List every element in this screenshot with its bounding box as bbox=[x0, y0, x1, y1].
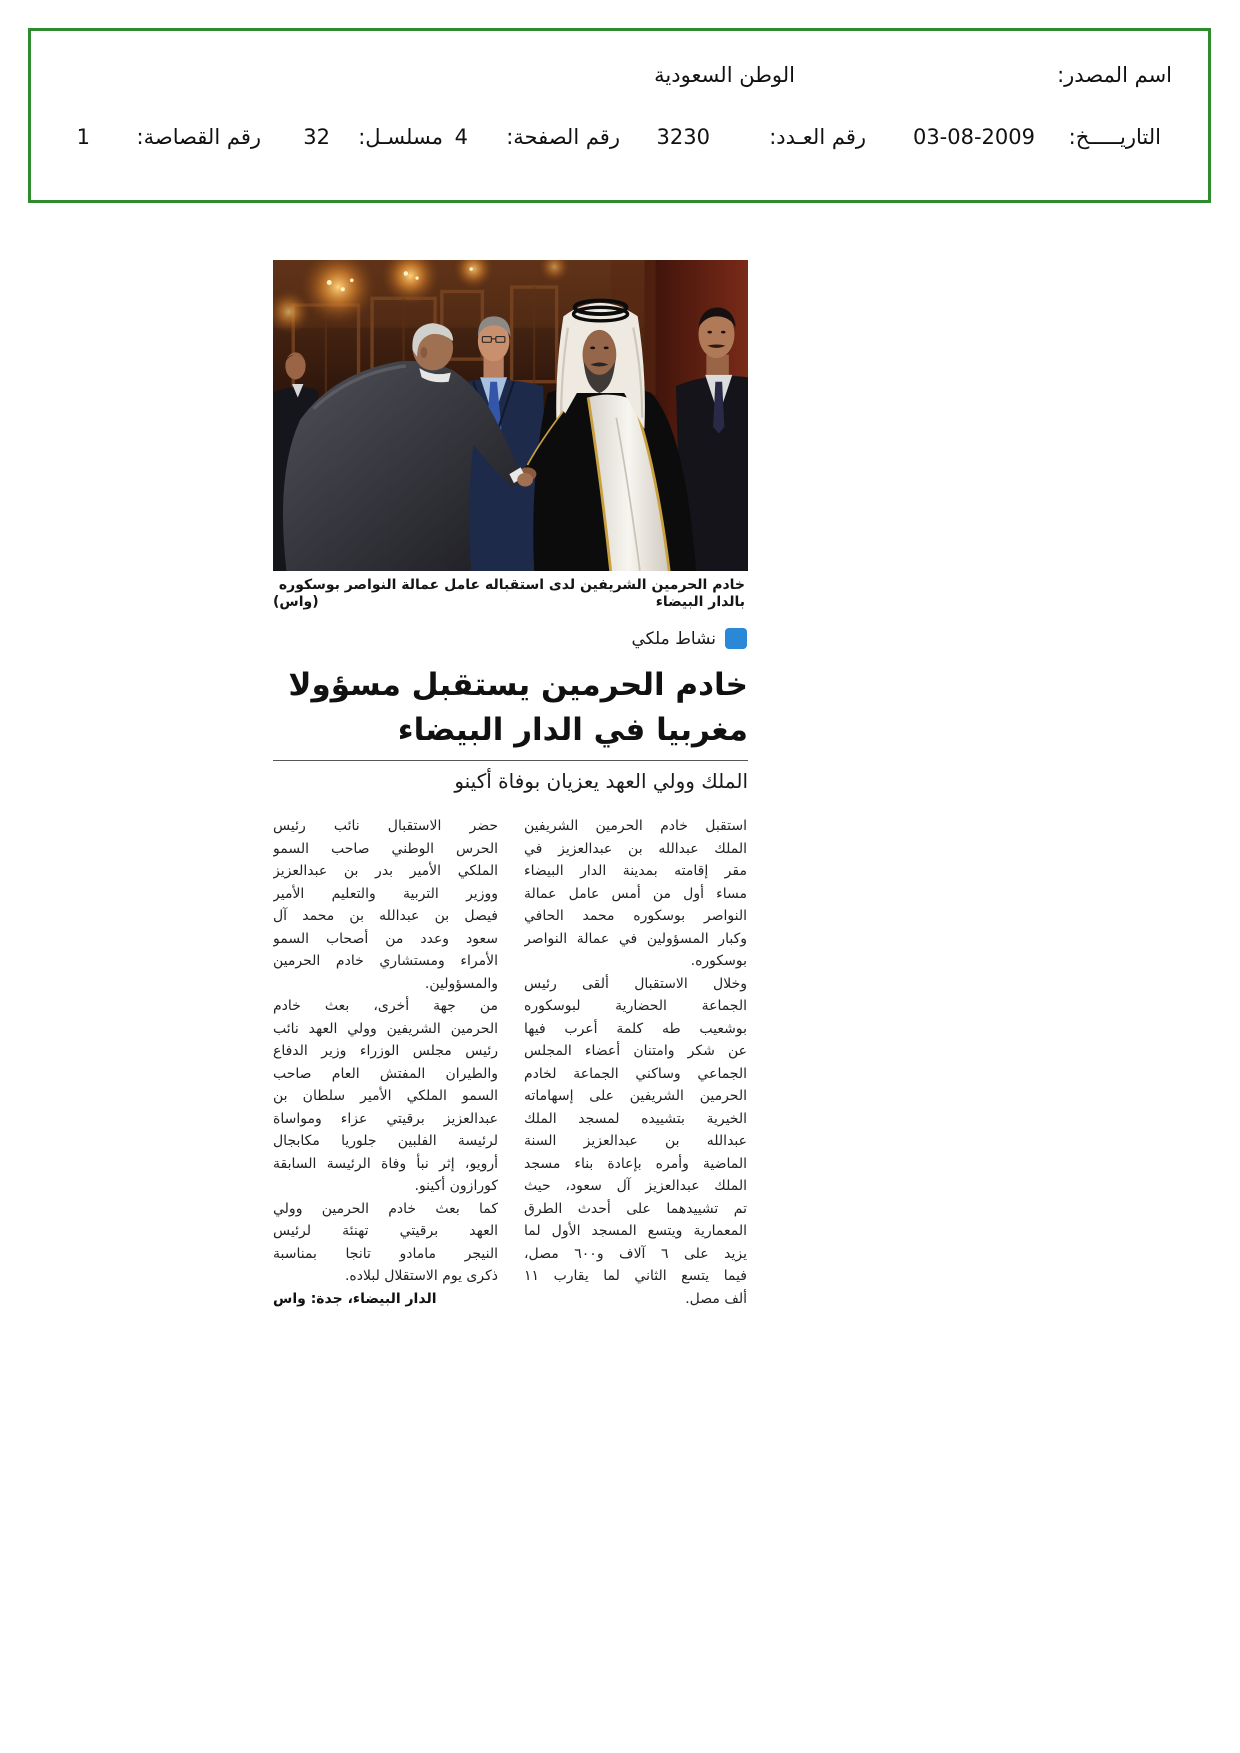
body-line: والطيران المفتش العام صاحب bbox=[273, 1065, 498, 1082]
headline-line: خادم الحرمين يستقبل مسؤولا bbox=[288, 667, 748, 703]
body-line: الحرس الوطني صاحب السمو bbox=[273, 840, 498, 857]
body-line: فيصل بن عبدالله بن محمد آل bbox=[273, 908, 498, 924]
body-line: عن شكر وامتنان أعضاء المجلس bbox=[524, 1043, 747, 1059]
serial-number: 32 bbox=[303, 125, 330, 149]
body-line: العهد برقيتي تهنئة لرئيس bbox=[273, 1223, 498, 1239]
source-label: اسم المصدر: bbox=[1057, 63, 1172, 87]
body-line: بوشعيب طه كلمة أعرب فيها bbox=[524, 1020, 747, 1037]
body-line: عبدالعزيز برقيتي عزاء ومواساة bbox=[273, 1110, 498, 1127]
body-line: فيما يتسع الثاني لما يقارب ١١ bbox=[524, 1268, 747, 1284]
issue-number: 3230 bbox=[656, 125, 710, 149]
body-line: الحرمين الشريفين على إسهاماته bbox=[524, 1088, 747, 1104]
body-line: ذكرى يوم الاستقلال لبلاده. bbox=[344, 1268, 498, 1284]
body-line: الأمراء ومستشاري خادم الحرمين bbox=[273, 953, 498, 969]
body-line: الجماعي وساكني الجماعة لخادم bbox=[524, 1065, 747, 1082]
body-line: أرويو، إثر نبأ وفاة الرئيسة السابقة bbox=[273, 1155, 498, 1172]
body-line: الملك عبدالعزيز آل سعود، حيث bbox=[524, 1178, 747, 1194]
body-line: رئيس مجلس الوزراء وزير الدفاع bbox=[273, 1043, 498, 1059]
article-column-right bbox=[524, 815, 747, 1310]
headline bbox=[273, 663, 748, 753]
section-marker bbox=[725, 628, 747, 649]
photo-caption-location: بالدار البيضاء bbox=[655, 594, 745, 610]
body-line: المعمارية ويتسع المسجد الأول لما bbox=[524, 1223, 747, 1239]
body-line: ألف مصل. bbox=[685, 1290, 747, 1307]
headline-line: مغربيا في الدار البيضاء bbox=[397, 712, 748, 748]
body-line: من جهة أخرى، بعث خادم bbox=[273, 998, 498, 1014]
date-label: التاريـــــخ: bbox=[1068, 125, 1161, 149]
body-line: الملك عبدالله بن عبدالعزيز في bbox=[524, 840, 747, 857]
body-line: الحرمين الشريفين وولي العهد نائب bbox=[273, 1020, 498, 1037]
body-line: حضر الاستقبال نائب رئيس bbox=[273, 818, 498, 834]
body-line: بوسكوره. bbox=[690, 953, 747, 969]
body-line: الملكي الأمير بدر بن عبدالعزيز bbox=[273, 863, 498, 879]
photo-caption bbox=[273, 594, 745, 611]
article-column-lines bbox=[524, 815, 747, 1310]
body-line: تم تشييدهما على أحدث الطرق bbox=[524, 1200, 747, 1217]
article-column-lines bbox=[273, 815, 498, 1288]
source-info-box bbox=[28, 28, 1211, 203]
section-label: نشاط ملكي bbox=[631, 629, 716, 649]
body-line: الخيرية بتشييده لمسجد الملك bbox=[524, 1110, 747, 1127]
body-line: مساء أول من أمس عامل عمالة bbox=[524, 885, 747, 902]
date-value: 03-08-2009 bbox=[912, 125, 1035, 149]
body-line: سعود وعدد من أصحاب السمو bbox=[273, 930, 498, 947]
article-column-left bbox=[273, 815, 498, 1310]
clipping-number: 1 bbox=[76, 125, 90, 149]
body-line: النواصر بوسكوره محمد الحافي bbox=[524, 908, 747, 924]
body-line: وكبار المسؤولين في عمالة النواصر bbox=[524, 930, 747, 947]
body-line: كورازون أكينو. bbox=[414, 1178, 498, 1194]
issue-label: رقم العـدد: bbox=[769, 125, 866, 149]
subheadline: الملك وولي العهد يعزيان بوفاة أكينو bbox=[454, 769, 748, 793]
photo-credit: (واس) bbox=[273, 594, 319, 610]
body-line: كما بعث خادم الحرمين وولي bbox=[273, 1200, 498, 1217]
body-line: النيجر مامادو تانجا بمناسبة bbox=[273, 1245, 498, 1262]
photo-caption-line: خادم الحرمين الشريفين لدى استقباله عامل عمالة النواصر بوسكوره bbox=[278, 577, 745, 593]
body-line: يزيد على ٦ آلاف و٦٠٠ مصل، bbox=[524, 1245, 747, 1262]
page-label: رقم الصفحة: bbox=[506, 125, 620, 149]
headline-divider bbox=[273, 760, 748, 761]
serial-label: مسلسـل: bbox=[358, 125, 443, 149]
body-line: الماضية وأمره بإعادة بناء مسجد bbox=[524, 1155, 747, 1172]
body-line: لرئيسة الفلبين جلوريا مكابجال bbox=[273, 1133, 498, 1149]
body-line: استقبل خادم الحرمين الشريفين bbox=[524, 818, 747, 834]
body-line: والمسؤولين. bbox=[424, 975, 498, 992]
body-line: ووزير التربية والتعليم الأمير bbox=[273, 885, 498, 902]
page-number: 4 bbox=[454, 125, 468, 149]
body-line: عبدالله بن عبدالعزيز السنة bbox=[524, 1133, 747, 1149]
body-line: مقر إقامته بمدينة الدار البيضاء bbox=[524, 863, 747, 879]
clipping-label: رقم القصاصة: bbox=[136, 125, 261, 149]
news-photo bbox=[273, 260, 748, 571]
body-line: وخلال الاستقبال ألقى رئيس bbox=[524, 975, 747, 992]
body-line: الجماعة الحضارية لبوسكوره bbox=[524, 998, 747, 1014]
article-dateline: الدار البيضاء، جدة: واس bbox=[273, 1290, 437, 1307]
source-name: الوطن السعودية bbox=[654, 63, 795, 87]
body-line: السمو الملكي الأمير سلطان بن bbox=[273, 1088, 498, 1104]
